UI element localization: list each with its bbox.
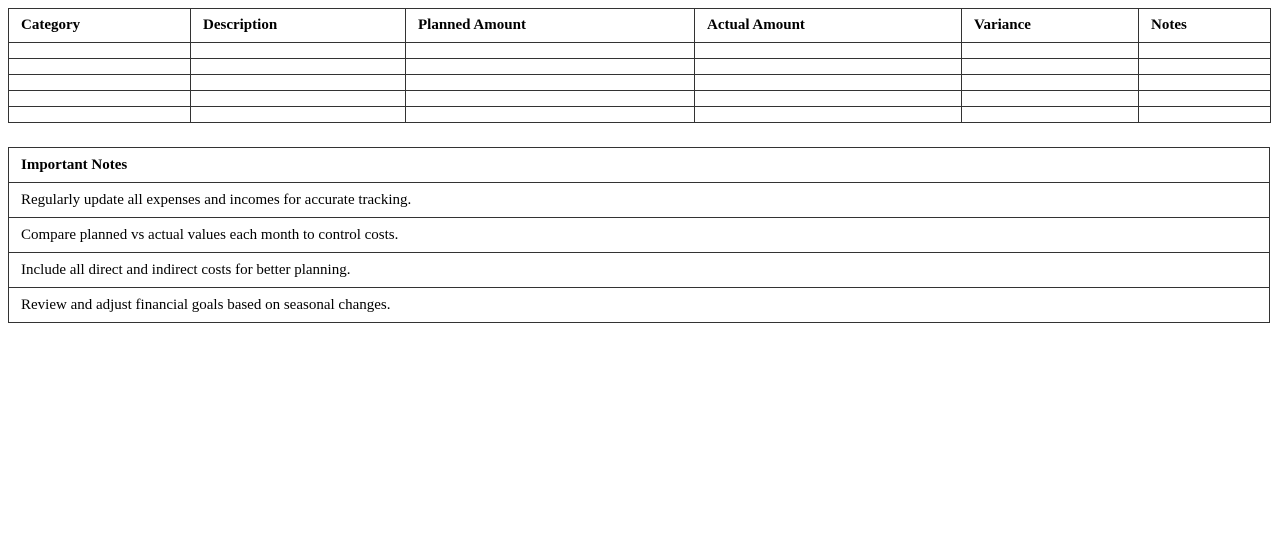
cell-actual-amount[interactable]	[695, 59, 962, 75]
note-row	[9, 183, 1270, 218]
header-notes: Notes	[1139, 9, 1271, 43]
cell-variance[interactable]	[962, 107, 1139, 123]
cell-description[interactable]	[191, 91, 406, 107]
table-row	[9, 59, 1271, 75]
table-row	[9, 107, 1271, 123]
cell-category[interactable]	[9, 43, 191, 59]
cell-description[interactable]	[191, 59, 406, 75]
cell-category[interactable]	[9, 75, 191, 91]
important-notes-table	[8, 147, 1270, 323]
cell-variance[interactable]	[962, 75, 1139, 91]
note-item: Compare planned vs actual values each month to control costs.	[9, 218, 1270, 253]
note-row	[9, 218, 1270, 253]
cell-notes[interactable]	[1139, 43, 1271, 59]
cell-actual-amount[interactable]	[695, 75, 962, 91]
table-row	[9, 91, 1271, 107]
budget-table	[8, 8, 1271, 123]
note-item: Regularly update all expenses and incomes for accurate tracking.	[9, 183, 1270, 218]
cell-notes[interactable]	[1139, 107, 1271, 123]
cell-planned-amount[interactable]	[406, 91, 695, 107]
cell-description[interactable]	[191, 107, 406, 123]
important-notes-title: Important Notes	[9, 148, 1270, 183]
cell-description[interactable]	[191, 43, 406, 59]
cell-planned-amount[interactable]	[406, 59, 695, 75]
cell-notes[interactable]	[1139, 59, 1271, 75]
cell-actual-amount[interactable]	[695, 107, 962, 123]
notes-header-row	[9, 148, 1270, 183]
header-category: Category	[9, 9, 191, 43]
cell-planned-amount[interactable]	[406, 43, 695, 59]
table-row	[9, 75, 1271, 91]
cell-category[interactable]	[9, 59, 191, 75]
cell-notes[interactable]	[1139, 75, 1271, 91]
cell-category[interactable]	[9, 91, 191, 107]
note-row	[9, 253, 1270, 288]
budget-header-row	[9, 9, 1271, 43]
cell-actual-amount[interactable]	[695, 43, 962, 59]
cell-variance[interactable]	[962, 91, 1139, 107]
cell-actual-amount[interactable]	[695, 91, 962, 107]
cell-category[interactable]	[9, 107, 191, 123]
cell-description[interactable]	[191, 75, 406, 91]
header-description: Description	[191, 9, 406, 43]
header-actual-amount: Actual Amount	[695, 9, 962, 43]
table-row	[9, 43, 1271, 59]
header-variance: Variance	[962, 9, 1139, 43]
note-row	[9, 288, 1270, 323]
cell-notes[interactable]	[1139, 91, 1271, 107]
cell-variance[interactable]	[962, 59, 1139, 75]
cell-variance[interactable]	[962, 43, 1139, 59]
cell-planned-amount[interactable]	[406, 107, 695, 123]
note-item: Include all direct and indirect costs for better planning.	[9, 253, 1270, 288]
header-planned-amount: Planned Amount	[406, 9, 695, 43]
note-item: Review and adjust financial goals based on seasonal changes.	[9, 288, 1270, 323]
cell-planned-amount[interactable]	[406, 75, 695, 91]
